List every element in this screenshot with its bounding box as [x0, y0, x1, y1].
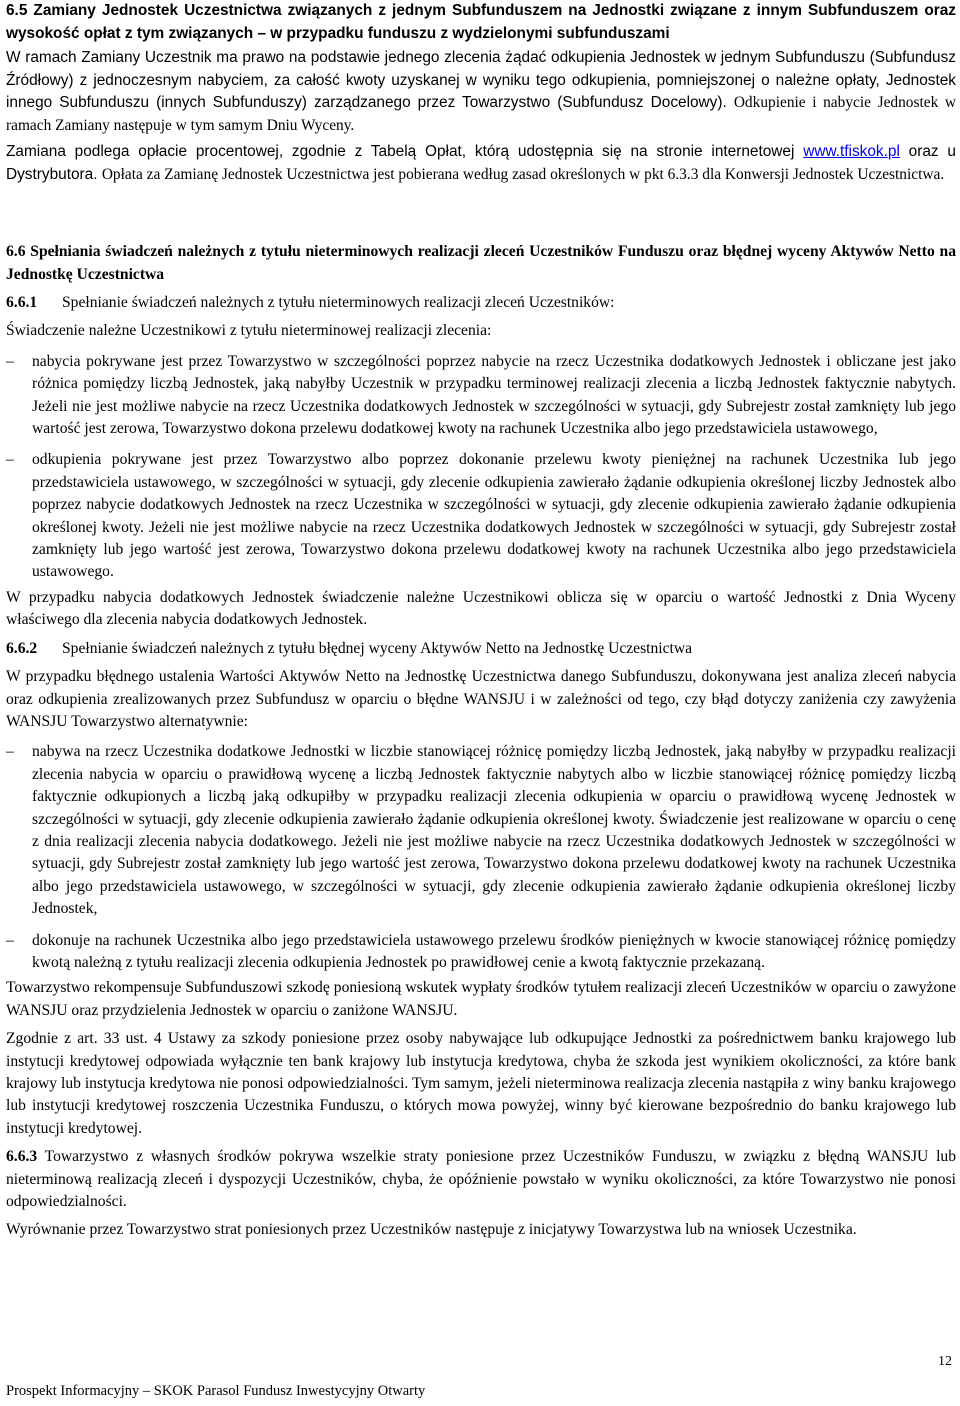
page-number: 12 — [938, 1354, 952, 1369]
list-item: – nabywa na rzecz Uczestnika dodatkowe Jednostki w liczbie stanowiącej różnicę pomiędzy liczbą Jednostek, jaką nabyłby w przypadku realizacji zlecenia nabycia w oparciu o prawidłową wycenę a liczbą Jednostek faktycznie nabytych albo w liczbie stanowiącej różnicę pomiędzy liczbą faktycznie odkupionych a liczbą jaką odkupiłby w przypadku realizacji zlecenia odkupienia w oparciu o prawidłową wycenę Jednostek w szczególności w sytuacji, gdy zlecenie odkupienia zawierało żądanie odkupienia określonej kwoty. Świadczenie jest realizowane w oparciu o cenę z dnia realizacji zlecenia nabycia dodatkowego. Jeżeli nie jest możliwe nabycie na rzecz Uczestnika dodatkowych Jednostek w szczególności w sytuacji, gdy Subrejestr został zamknięty lub jego wartość jest zerowa, Towarzystwo dokona przelewu dodatkowej kwoty na rachunek Uczestnika albo jego przedstawiciela ustawowego, w szczególności w sytuacji, gdy zlecenie odkupienia zawierało żądanie odkupienia określonej liczby Jednostek, — [6, 743, 956, 918]
dash-bullet: – — [6, 352, 14, 370]
paragraph: Zamiana podlega opłacie procentowej, zgodnie z Tabelą Opłat, którą udostępnia się na stronie internetowej www.tfiskok.pl oraz u Dystrybutora. Opłata za Zamianę Jednostek Uczestnictwa jest pobierana według zasad określonych w pkt 6.3.3 dla Konwersji Jednostek Uczestnictwa. — [6, 143, 956, 183]
paragraph: Towarzystwo rekompensuje Subfunduszowi szkodę poniesioną wskutek wypłaty środków tytułem realizacji zleceń Uczestników w oparciu o zawyżone WANSJU oraz przydzielenia Jednostek w oparciu o zaniżone WANSJU. — [6, 979, 956, 1019]
list-6-6-2 — [6, 741, 956, 974]
subsection-6-6-3: 6.6.3 Towarzystwo z własnych środków pokrywa wszelkie straty poniesione przez Uczestników Funduszu, w związku z błędną WANSJU lub nieterminową realizacją zleceń i dyspozycji Uczestników, chyba, że opóźnienie powstało w wyniku okoliczności, za które Towarzystwo nie ponosi odpowiedzialności. — [6, 1148, 956, 1211]
dash-bullet: – — [6, 451, 14, 469]
subsection-6-6-1-title: 6.6.1 Spełnianie świadczeń należnych z tytułu nieterminowych realizacji zleceń Uczestników: — [6, 294, 615, 311]
list-6-6-1 — [6, 351, 956, 584]
paragraph: Wyrównanie przez Towarzystwo strat poniesionych przez Uczestników następuje z inicjatywy Towarzystwa lub na wniosek Uczestnika. — [6, 1221, 857, 1239]
section-heading-6-5: 6.5 Zamiany Jednostek Uczestnictwa związanych z jednym Subfunduszem na Jednostki związane z innym Subfunduszem oraz wysokość opłat z tym związanych – w przypadku funduszu z wydzielonymi subfunduszami — [6, 2, 956, 42]
paragraph: Zgodnie z art. 33 ust. 4 Ustawy za szkody poniesione przez osoby nabywające lub odkupujące Jednostki za pośrednictwem banku krajowego lub instytucji kredytowej odpowiada wyłącznie ten bank krajowy lub instytucja kredytowa, chyba że szkoda jest wynikiem okoliczności, za które bank krajowy lub instytucja kredytowa nie ponosi odpowiedzialności. Tym samym, jeżeli nieterminowa realizacja zlecenia nastąpiła z winy banku krajowego lub instytucji kredytowej roszczenia Uczestnika Funduszu, o których mowa powyżej, winny być kierowane bezpośrednio do banku krajowego lub instytucji kredytowej. — [6, 1030, 956, 1137]
subsection-6-6-2-title: 6.6.2 Spełnianie świadczeń należnych z tytułu błędnej wyceny Aktywów Netto na Jednostkę Uczestnictwa — [6, 639, 693, 657]
list-item: – odkupienia pokrywane jest przez Towarzystwo albo poprzez dokonanie przelewu kwoty pieniężnej na rachunek Uczestnika lub jego przedstawiciela ustawowego, w szczególności w sytuacji, gdy zlecenie odkupienia zawierało żądanie odkupienia określonej liczby Jednostek albo poprzez nabycie dodatkowych Jednostek na rzecz Uczestnika w szczególności w sytuacji, gdy zlecenie odkupienia zawierało żądanie odkupienia określonej kwoty. Jeżeli nie jest możliwe nabycie na rzecz Uczestnika dodatkowych Jednostek w szczególności w sytuacji, gdy Subrejestr został zamknięty lub jego wartość jest zerowa, Towarzystwo dokona przelewu dodatkowej kwoty na rachunek Uczestnika albo jego przedstawiciela ustawowego. — [6, 451, 956, 581]
page-footer: Prospekt Informacyjny – SKOK Parasol Fundusz Inwestycyjny Otwarty — [6, 1383, 426, 1399]
paragraph: Świadczenie należne Uczestnikowi z tytułu nieterminowej realizacji zlecenia: — [6, 322, 492, 340]
list-item: – nabycia pokrywane jest przez Towarzystwo w szczególności poprzez nabycie na rzecz Uczestnika dodatkowych Jednostek i obliczane jest jako różnica pomiędzy liczbą Jednostek, jaką nabyłby Uczestnik w przypadku terminowej realizacji zlecenia a liczbą Jednostek faktycznie nabytych. Jeżeli nie jest możliwe nabycie na rzecz Uczestnika dodatkowych Jednostek w szczególności w sytuacji, gdy Subrejestr został zamknięty lub jego wartość jest zerowa, Towarzystwo dokona przelewu dodatkowej kwoty na rachunek Uczestnika albo jego przedstawiciela ustawowego, — [6, 352, 956, 438]
section-6-6 — [6, 240, 956, 1242]
paragraph: W przypadku nabycia dodatkowych Jednostek świadczenie należne Uczestnikowi oblicza się w oparciu o wartość Jednostki z Dnia Wyceny właściwego dla zlecenia nabycia dodatkowych Jednostek. — [6, 588, 956, 629]
paragraph: W ramach Zamiany Uczestnik ma prawo na podstawie jednego zlecenia żądać odkupienia Jednostek w jednym Subfunduszu (Subfundusz Źródłowy) z jednoczesnym nabyciem, za całość kwoty uzyskanej w wyniku tego odkupienia, pomniejszonej o należne opłaty, Jednostek innego Subfunduszu (innych Subfunduszy) zarządzanego przez Towarzystwo (Subfundusz Docelowy). Odkupienie i nabycie Jednostek w ramach Zamiany następuje w tym samym Dniu Wyceny. — [6, 49, 957, 134]
list-item: – dokonuje na rachunek Uczestnika albo jego przedstawiciela ustawowego przelewu środków pieniężnych w kwocie stanowiącej różnicę pomiędzy kwotą należną z tytułu realizacji zlecenia odkupienia Jednostek po prawidłowej cenie a kwotą faktycznie przekazaną. — [6, 931, 956, 971]
dash-bullet: – — [6, 743, 14, 761]
section-heading-6-6: 6.6 Spełniania świadczeń należnych z tytułu nieterminowych realizacji zleceń Uczestników Funduszu oraz błędnej wyceny Aktywów Netto na Jednostkę Uczestnictwa — [6, 243, 956, 283]
tfiskok-link[interactable]: www.tfiskok.pl — [803, 143, 900, 160]
paragraph: W przypadku błędnego ustalenia Wartości Aktywów Netto na Jednostkę Uczestnictwa danego Subfunduszu, dokonywana jest analiza zleceń nabycia oraz odkupienia zrealizowanych przez Subfundusz w oparciu o błędne WANSJU i w zależności od tego, czy błąd dotyczy zaniżenia czy zawyżenia WANSJU Towarzystwo alternatywnie: — [6, 668, 956, 730]
subsection-number: 6.6.3 — [6, 1148, 38, 1166]
dash-bullet: – — [6, 931, 14, 949]
section-6-5 — [6, 0, 956, 186]
